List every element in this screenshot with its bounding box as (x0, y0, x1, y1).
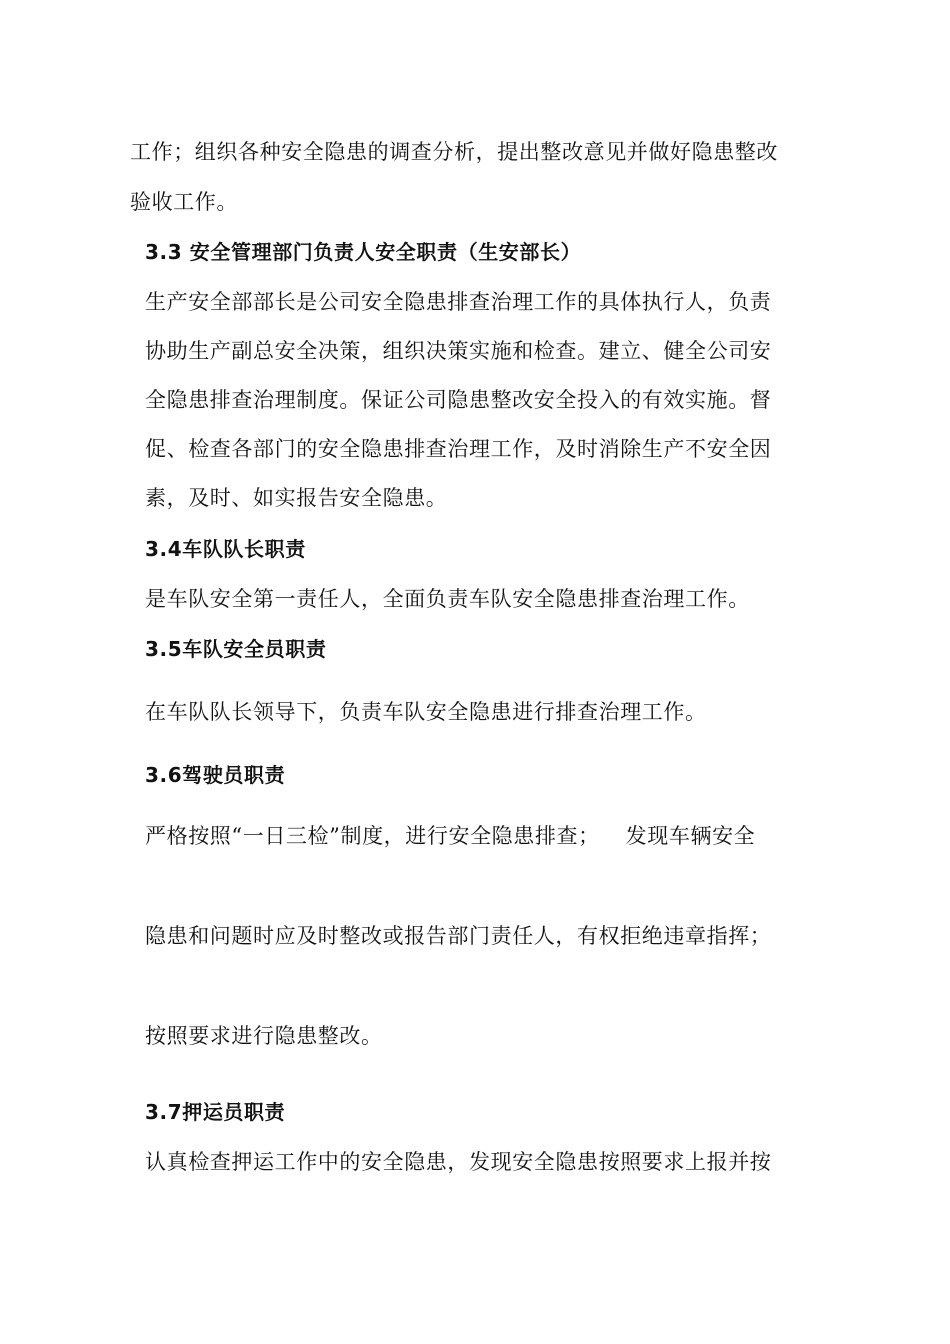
paragraph-line: 素，及时、如实报告安全隐患。 (145, 486, 448, 510)
paragraph-segment: 发现车辆安全 (625, 824, 756, 848)
section-heading-3-3: 3.3 安全管理部门负责人安全职责（生安部长） (145, 240, 582, 264)
paragraph-line: 认真检查押运工作中的安全隐患，发现安全隐患按照要求上报并按 (145, 1150, 772, 1174)
paragraph-line: 按照要求进行隐患整改。 (145, 1024, 383, 1048)
section-heading-3-4: 3.4车队队长职责 (145, 537, 306, 561)
paragraph-line: 协助生产副总安全决策，组织决策实施和检查。建立、健全公司安 (145, 339, 772, 363)
paragraph-line: 促、检查各部门的安全隐患排查治理工作，及时消除生产不安全因 (145, 437, 772, 461)
paragraph-line: 验收工作。 (130, 190, 238, 214)
paragraph-line: 工作；组织各种安全隐患的调查分析，提出整改意见并做好隐患整改 (130, 140, 778, 164)
section-heading-3-5: 3.5车队安全员职责 (145, 637, 327, 661)
section-heading-3-6: 3.6驾驶员职责 (145, 763, 286, 787)
paragraph-line (145, 821, 755, 851)
paragraph-line: 生产安全部部长是公司安全隐患排查治理工作的具体执行人，负责 (145, 290, 772, 314)
section-heading-3-7: 3.7押运员职责 (145, 1100, 286, 1124)
paragraph-line: 隐患和问题时应及时整改或报告部门责任人，有权拒绝违章指挥； (145, 924, 772, 948)
paragraph-line: 是车队安全第一责任人，全面负责车队安全隐患排查治理工作。 (145, 587, 750, 611)
paragraph-segment: 严格按照“一日三检”制度，进行安全隐患排查； (145, 824, 600, 848)
paragraph-line: 在车队队长领导下，负责车队安全隐患进行排查治理工作。 (145, 700, 707, 724)
paragraph-line: 全隐患排查治理制度。保证公司隐患整改安全投入的有效实施。督 (145, 388, 772, 412)
